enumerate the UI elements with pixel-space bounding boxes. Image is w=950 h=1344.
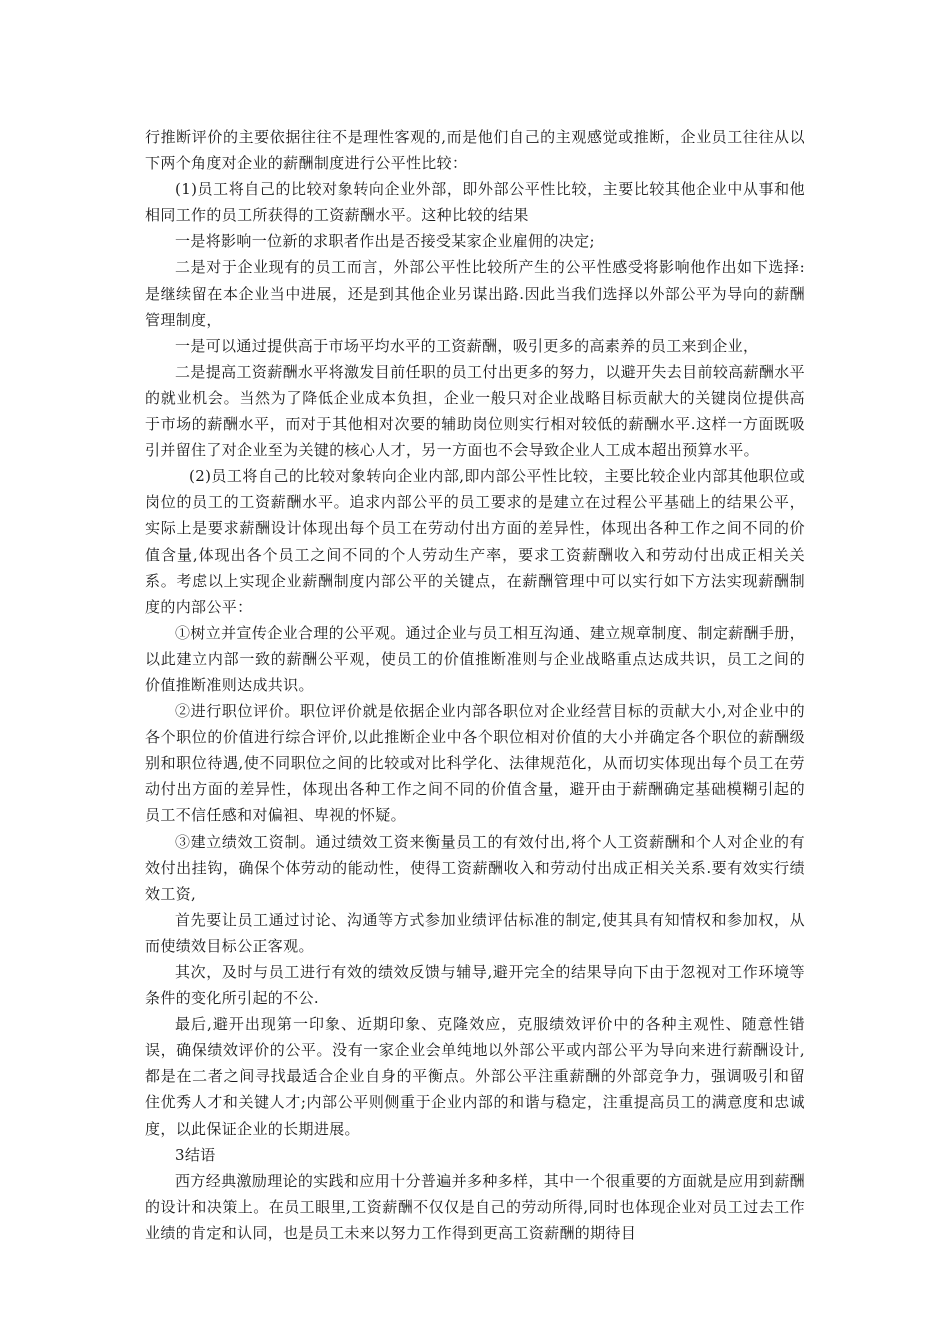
document-page: [145, 124, 805, 1246]
section-heading-conclusion: 3结语: [175, 1145, 216, 1164]
paragraph-first-step: 首先要让员工通过讨论、沟通等方式参加业绩评估标准的制定,使其具有知情权和参加权，从而使绩效目标公正客观。: [145, 910, 805, 955]
paragraph-method-3: ③建立绩效工资制。通过绩效工资来衡量员工的有效付出,将个人工资薪酬和个人对企业的有效付出挂钩，确保个体劳动的能动性，使得工资薪酬收入和劳动付出成正相关关系.要有效实行绩效工资,: [145, 832, 805, 903]
paragraph-method-2: ②进行职位评价。职位评价就是依据企业内部各职位对企业经营目标的贡献大小,对企业中的各个职位的价值进行综合评价,以此推断企业中各个职位相对价值的大小并确定各个职位的薪酬级别和职位待遇,使不同职位之间的比较或对比科学化、法律规范化，从而切实体现出每个员工在劳动付出方面的差异性，体现出各种工作之间不同的价值含量，避开由于薪酬确定基础模糊引起的员工不信任感和对偏袒、卑视的怀疑。: [145, 702, 805, 825]
paragraph-conclusion: 西方经典激励理论的实践和应用十分普遍并多种多样，其中一个很重要的方面就是应用到薪酬的设计和决策上。在员工眼里,工资薪酬不仅仅是自己的劳动所得,同时也体现企业对员工过去工作业绩的肯定和认同，也是员工未来以努力工作得到更高工资薪酬的期待目: [145, 1171, 805, 1242]
paragraph-external-benefit-1: 一是可以通过提供高于市场平均水平的工资薪酬，吸引更多的高素养的员工来到企业，: [175, 336, 759, 355]
paragraph-external-result-1: 一是将影响一位新的求职者作出是否接受某家企业雇佣的决定;: [175, 232, 595, 251]
paragraph-intro: 行推断评价的主要依据往往不是理性客观的,而是他们自己的主观感觉或推断，企业员工往往从以下两个角度对企业的薪酬制度进行公平性比较：: [145, 128, 805, 173]
paragraph-method-1: ①树立并宣传企业合理的公平观。通过企业与员工相互沟通、建立规章制度、制定薪酬手册，以此建立内部一致的薪酬公平观，使员工的价值推断准则与企业战略重点达成共识，员工之间的价值推断准则达成共识。: [145, 623, 805, 694]
paragraph-external-comparison: (1)员工将自己的比较对象转向企业外部，即外部公平性比较，主要比较其他企业中从事和他相同工作的员工所获得的工资薪酬水平。这种比较的结果: [145, 180, 805, 225]
paragraph-external-benefit-2: 二是提高工资薪酬水平将激发目前任职的员工付出更多的努力，以避开失去目前较高薪酬水平的就业机会。当然为了降低企业成本负担，企业一般只对企业战略目标贡献大的关键岗位提供高于市场的薪酬水平，而对于其他相对次要的辅助岗位则实行相对较低的薪酬水平.这样一方面既吸引并留住了对企业至为关键的核心人才，另一方面也不会导致企业人工成本超出预算水平。: [145, 362, 805, 460]
paragraph-external-result-2: 二是对于企业现有的员工而言，外部公平性比较所产生的公平性感受将影响他作出如下选择:是继续留在本企业当中进展，还是到其他企业另谋出路.因此当我们选择以外部公平为导向的薪酬管理制度，: [145, 258, 805, 329]
paragraph-final-step: 最后,避开出现第一印象、近期印象、克隆效应，克服绩效评价中的各种主观性、随意性错误，确保绩效评价的公平。没有一家企业会单纯地以外部公平或内部公平为导向来进行薪酬设计,都是在二者之间寻找最适合企业自身的平衡点。外部公平注重薪酬的外部竞争力，强调吸引和留住优秀人才和关键人才;内部公平则侧重于企业内部的和谐与稳定，注重提高员工的满意度和忠诚度，以此保证企业的长期进展。: [145, 1015, 805, 1138]
paragraph-second-step: 其次，及时与员工进行有效的绩效反馈与辅导,避开完全的结果导向下由于忽视对工作环境等条件的变化所引起的不公.: [145, 963, 805, 1008]
paragraph-internal-comparison: (2)员工将自己的比较对象转向企业内部,即内部公平性比较，主要比较企业内部其他职位或岗位的员工的工资薪酬水平。追求内部公平的员工要求的是建立在过程公平基础上的结果公平，实际上是要求薪酬设计体现出每个员工在劳动付出方面的差异性，体现出各种工作之间不同的价值含量,体现出各个员工之间不同的个人劳动生产率，要求工资薪酬收入和劳动付出成正相关关系。考虑以上实现企业薪酬制度内部公平的关键点，在薪酬管理中可以实行如下方法实现薪酬制度的内部公平：: [145, 467, 805, 616]
